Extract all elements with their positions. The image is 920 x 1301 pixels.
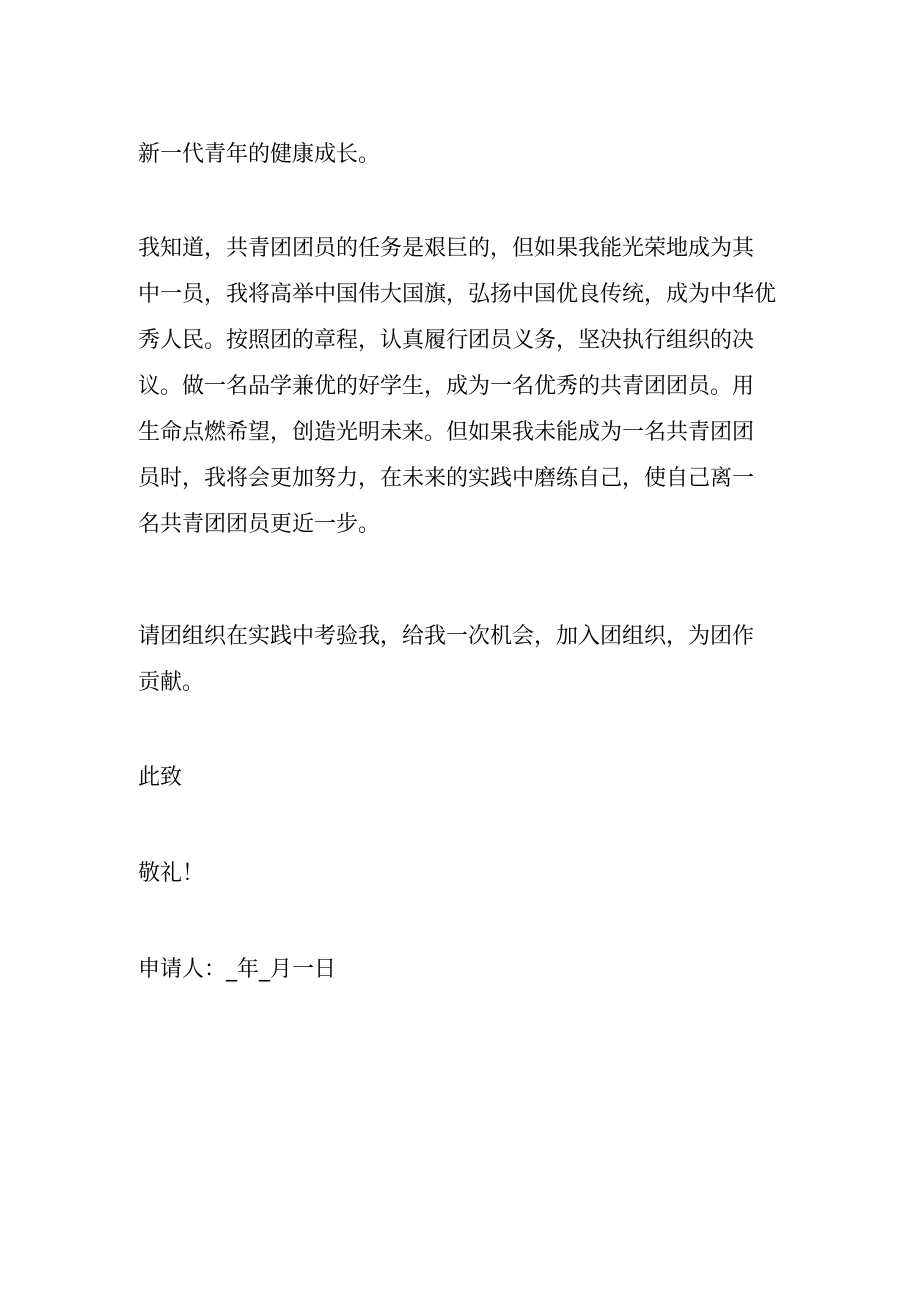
text-line: 我知道，共青团团员的任务是艰巨的，但如果我能光荣地成为其 — [138, 236, 755, 261]
text-line: 名共青团团员更近一步。 — [138, 512, 381, 537]
text-line: 贡献。 — [138, 670, 205, 695]
signature-line: 申请人：_年_月一日 — [138, 957, 337, 982]
text-line: 秀人民。按照团的章程，认真履行团员义务，坚决执行组织的决 — [138, 328, 755, 353]
paragraph-request — [138, 614, 754, 706]
closing-salutation: 此致 — [138, 765, 183, 790]
text-line: 议。做一名品学兼优的好学生，成为一名优秀的共青团团员。用 — [138, 374, 755, 399]
closing-regards: 敬礼！ — [138, 861, 205, 886]
paragraph-commitment — [138, 226, 776, 548]
text-line: 员时，我将会更加努力，在未来的实践中磨练自己，使自己离一 — [138, 466, 755, 491]
text-line: 中一员，我将高举中国伟大国旗，弘扬中国优良传统，成为中华优 — [138, 282, 777, 307]
text-line: 生命点燃希望，创造光明未来。但如果我未能成为一名共青团团 — [138, 420, 755, 445]
paragraph-intro-end — [138, 132, 380, 178]
text-line: 新一代青年的健康成长。 — [138, 142, 381, 167]
text-line: 请团组织在实践中考验我，给我一次机会，加入团组织，为团作 — [138, 624, 755, 649]
